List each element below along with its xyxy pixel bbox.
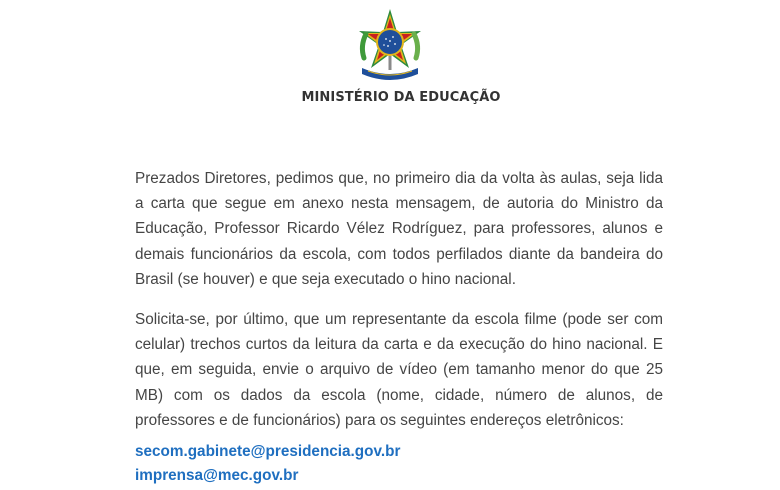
letterhead: [0, 8, 780, 105]
letter-paragraph: Solicita-se, por último, que um representante da escola filme (pode ser com celular) trechos curtos da leitura da carta e da execução do hino nacional. E que, em seguida, envie o arquivo de vídeo (em tamanho menor do que 25 MB) com os dados da escola (nome, cidade, número de alunos, de professores e de funcionários) para os seguintes endereços eletrônicos:: [135, 311, 663, 429]
brazil-coat-of-arms-icon: [354, 8, 426, 84]
email-link-secom[interactable]: secom.gabinete@presidencia.gov.br: [135, 443, 401, 460]
contact-emails: [135, 440, 663, 488]
letter-paragraph: Prezados Diretores, pedimos que, no primeiro dia da volta às aulas, seja lida a carta que segue em anexo nesta mensagem, de autoria do Ministro da Educação, Professor Ricardo Vélez Rodríguez, para professores, alunos e demais funcionários da escola, com todos perfilados diante da bandeira do Brasil (se houver) e que seja executado o hino nacional.: [135, 170, 663, 288]
letter-body: [135, 166, 663, 448]
ministry-name: MINISTÉRIO DA EDUCAÇÃO: [301, 90, 501, 105]
email-link-imprensa[interactable]: imprensa@mec.gov.br: [135, 467, 299, 484]
